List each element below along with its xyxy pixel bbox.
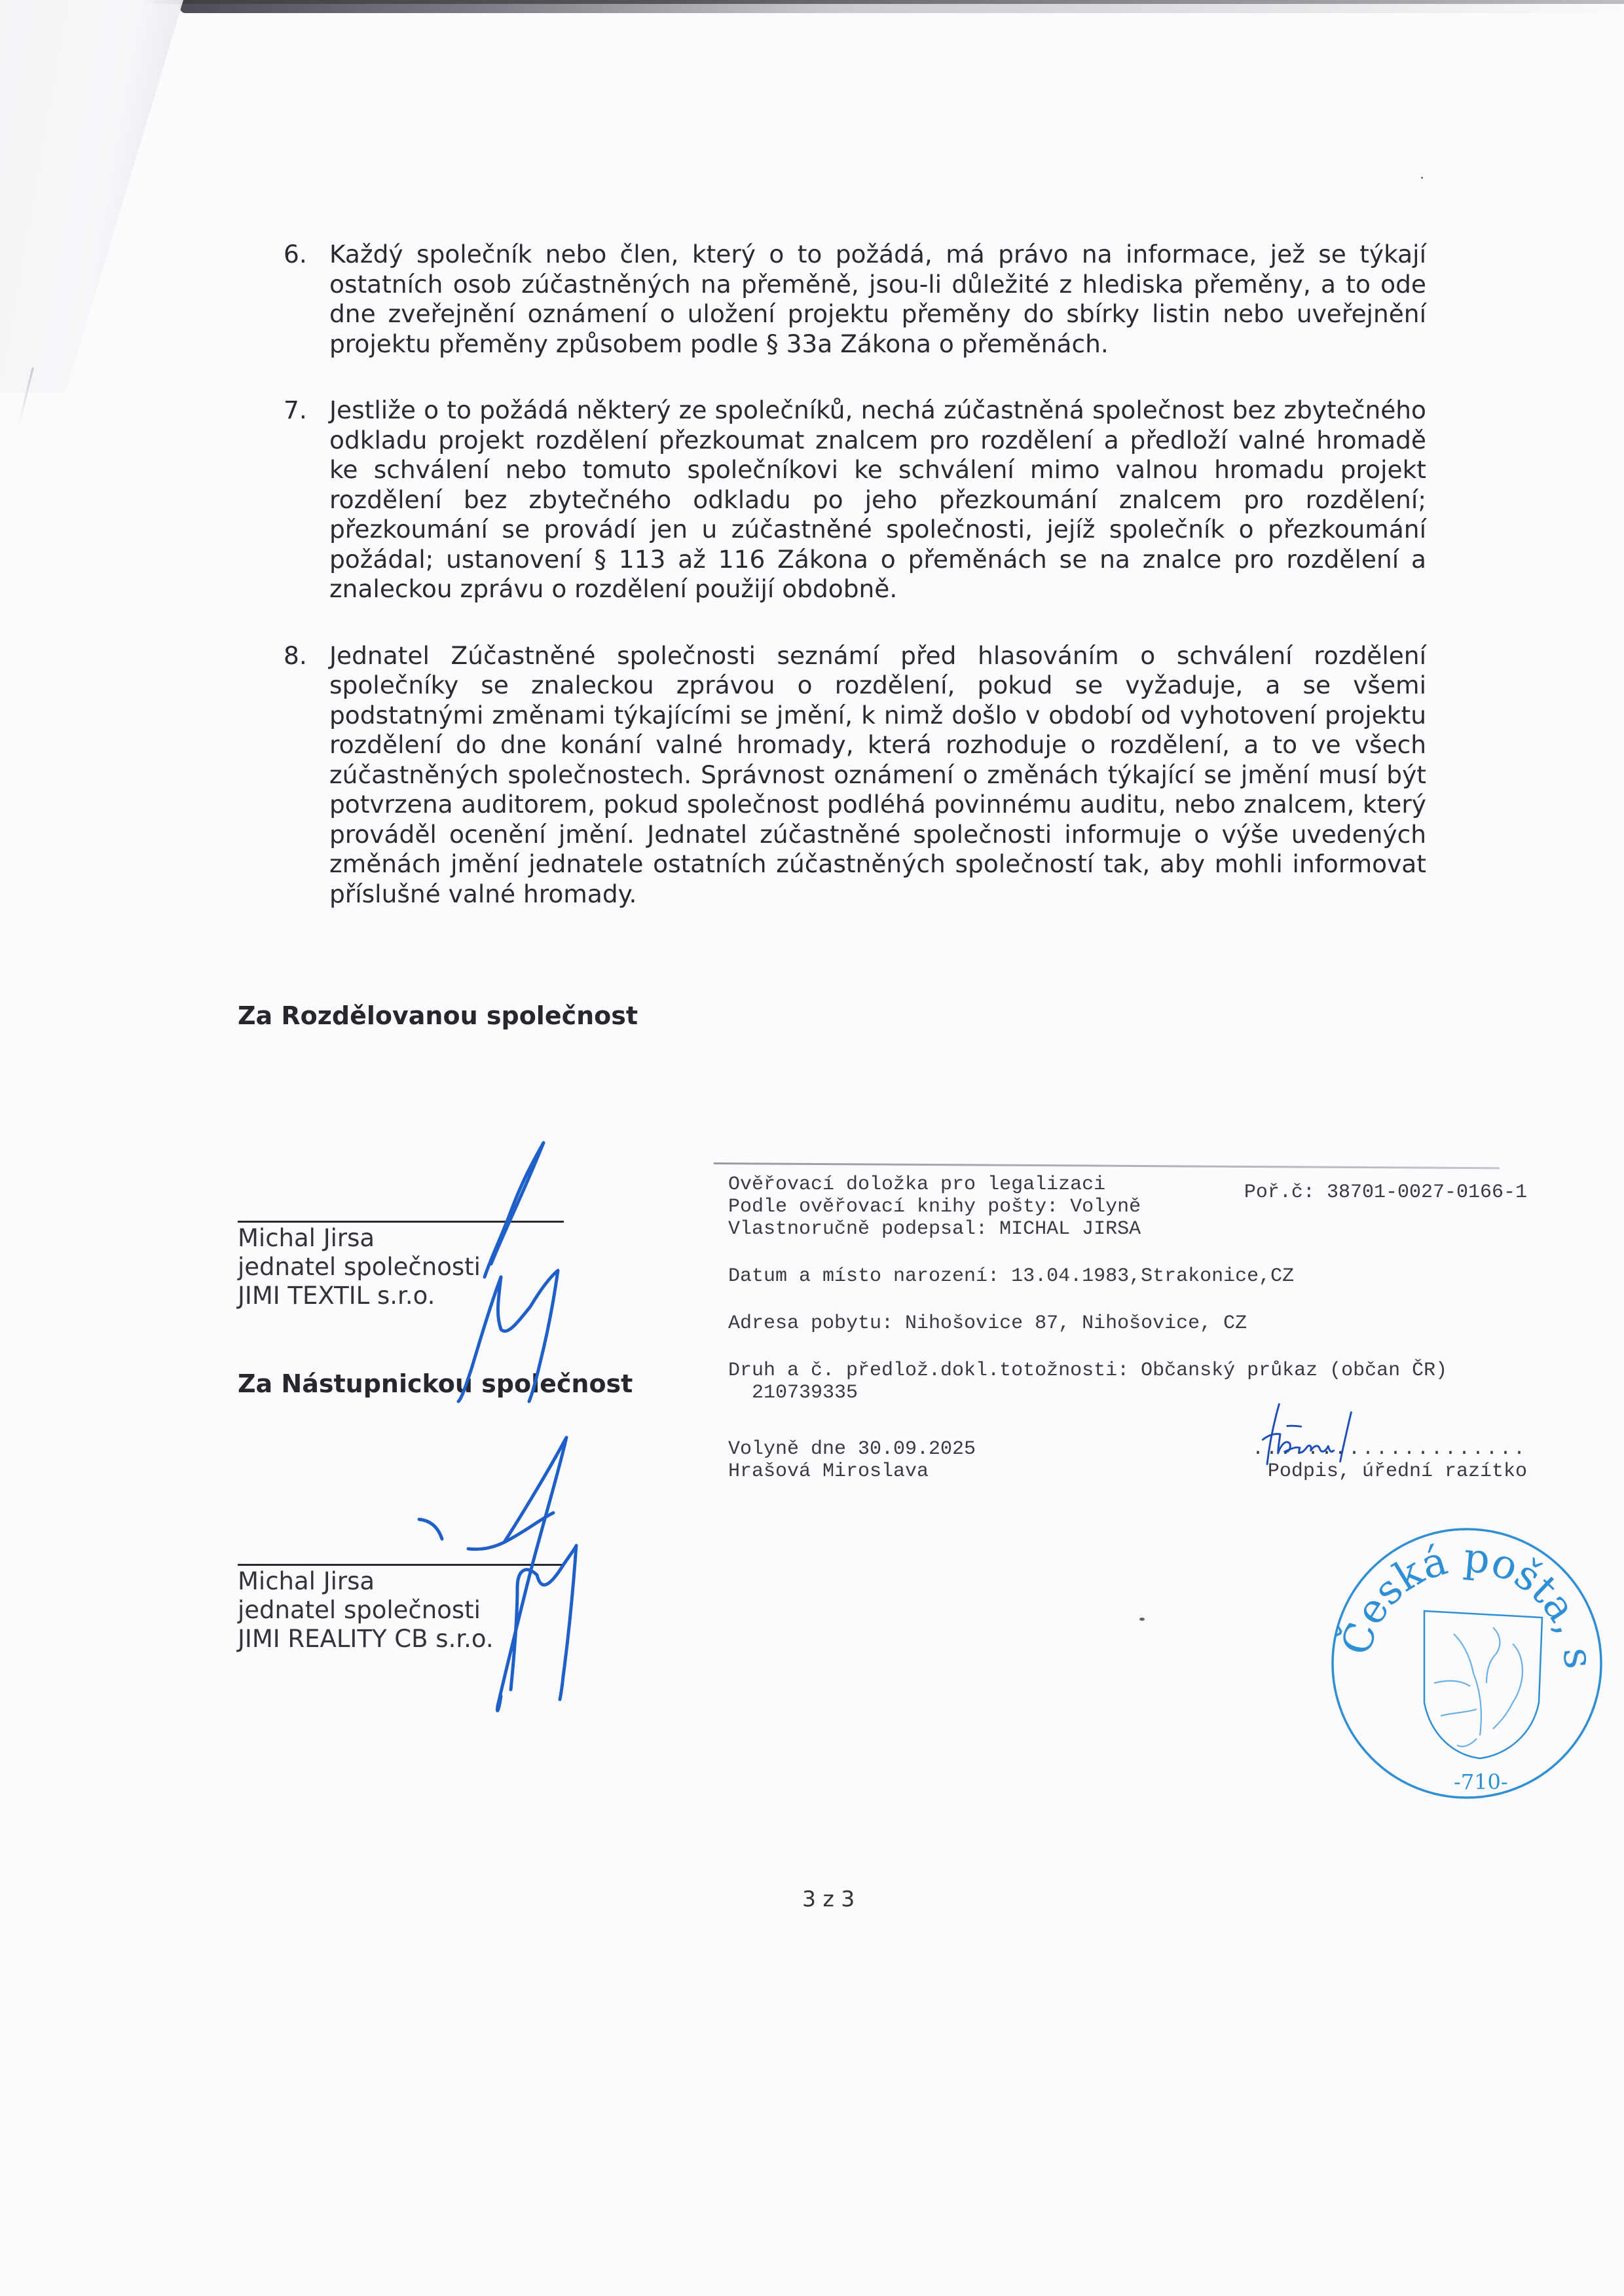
clause-number: 7. (284, 396, 307, 424)
verification-title: Ověřovací doložka pro legalizaci (728, 1174, 1106, 1196)
lion-icon (1434, 1627, 1522, 1747)
verification-address: Adresa pobytu: Nihošovice 87, Nihošovice, CZ (728, 1312, 1247, 1335)
verification-id-document: Druh a č. předlož.dokl.totožnosti: Občanský průkaz (občan ČR) (728, 1360, 1448, 1382)
verification-top-rule (714, 1162, 1500, 1169)
clause-text: Každý společník nebo člen, který o to požádá, má právo na informace, jež se týkají ostatních osob zúčastněných na přeměně, jsou-li důležité z hlediska přeměny, a to ode dne zveřejnění oznámení o uložení projektu přeměny do sbírky listin nebo uveřejnění projektu přeměny způsobem podle § 33a Zákona o přeměnách. (329, 240, 1426, 358)
verification-birth: Datum a místo narození: 13.04.1983,Strakonice,CZ (728, 1265, 1295, 1287)
signature-line (238, 1564, 564, 1566)
signatory-block (238, 1567, 696, 1654)
clause-text: Jednatel Zúčastněné společnosti seznámí před hlasováním o schválení rozdělení společníky se znaleckou zprávou o rozdělení, pokud se vyžaduje, a se všemi podstatnými změnami týkajícími se jmění, k nimž došlo v období od vyhotovení projektu rozdělení do dne konání valné hromady, která rozhoduje o rozdělení, a to ve všech zúčastněných společnostech. Správnost oznámení o změnách týkající se jmění musí být potvrzena auditorem, pokud společnost podléhá povinnému auditu, nebo znalcem, který prováděl ocenění jmění. Jednatel zúčastněné společnosti informuje o výše uvedených změnách jmění jednatele ostatních zúčastněných společností tak, aby mohli informovat příslušné valné hromady. (329, 640, 1426, 908)
signatory-company: JIMI TEXTIL s.r.o. (238, 1282, 435, 1310)
stamp-ring (1333, 1529, 1601, 1798)
stamp-number: -710- (1454, 1769, 1508, 1794)
verification-serial: Poř.č: 38701-0027-0166-1 (1244, 1181, 1527, 1204)
stamp-text (1310, 1481, 1603, 1671)
scan-speck (1139, 1618, 1145, 1621)
verification-place-date: Volyně dne 30.09.2025 (728, 1438, 976, 1460)
clause-7 (284, 396, 1426, 604)
verification-officer: Hrašová Miroslava (728, 1460, 929, 1483)
verification-footer-left (728, 1438, 976, 1483)
signature-heading-divided-company: Za Rozdělovanou společnost (238, 1001, 638, 1030)
clause-text: Jestliže o to požádá některý ze společníků, nechá zúčastněná společnost bez zbytečného odkladu projekt rozdělení přezkoumat znalcem pro rozdělení a předloží valné hromadě ke schválení nebo tomuto společníkovi ke schválení mimo valnou hromadu projekt rozdělení bez zbytečného odkladu po jeho přezkoumání znalcem pro rozdělení; přezkoumání se provádí jen u zúčastněné společnosti, jejíž společník o přezkoumání požádal; ustanovení § 113 až 116 Zákona o přeměnách se na znalce pro rozdělení a znaleckou zprávu o rozdělení použijí obdobně. (329, 396, 1426, 603)
verification-footer-row (728, 1438, 1527, 1483)
signature-block-divided-company (238, 1001, 696, 1310)
signatory-company: JIMI REALITY CB s.r.o. (238, 1625, 494, 1653)
signature-heading-successor-company: Za Nástupnickou společnost (238, 1369, 633, 1398)
scan-shadow (180, 4, 1624, 13)
clause-8 (284, 641, 1426, 910)
verification-signed-by: Vlastnoručně podepsal: MICHAL JIRSA (728, 1218, 1141, 1240)
stamp-arc-text: Česká pošta, s.p. (1310, 1481, 1604, 1671)
verification-header-row (728, 1174, 1527, 1240)
verification-sign-label: Podpis, úřední razítko (1267, 1460, 1527, 1483)
verification-signature-area (1252, 1438, 1527, 1483)
coat-of-arms-shield-icon (1424, 1611, 1542, 1758)
page-number: 3 z 3 (802, 1886, 855, 1912)
verification-signature-dots: .................... (1251, 1438, 1527, 1460)
verification-book: Podle ověřovací knihy pošty: Volyně (728, 1196, 1141, 1218)
verification-clause (728, 1174, 1527, 1483)
signature-line (238, 1221, 564, 1223)
post-office-stamp (1310, 1481, 1611, 1807)
signatory-role: jednatel společnosti (238, 1596, 481, 1624)
signature-block-successor-company (238, 1369, 696, 1654)
signatory-role: jednatel společnosti (238, 1253, 481, 1281)
clause-number: 8. (284, 640, 307, 670)
paper-fold (0, 0, 183, 393)
signatory-name: Michal Jirsa (238, 1224, 375, 1252)
scan-speck (1421, 177, 1423, 179)
clause-list (284, 240, 1426, 946)
signatory-block (238, 1224, 696, 1310)
verification-header-left (728, 1174, 1141, 1240)
verification-id-number: 210739335 (752, 1382, 858, 1404)
clause-number: 6. (284, 240, 307, 268)
clause-6 (284, 240, 1426, 359)
signatory-name: Michal Jirsa (238, 1567, 375, 1595)
